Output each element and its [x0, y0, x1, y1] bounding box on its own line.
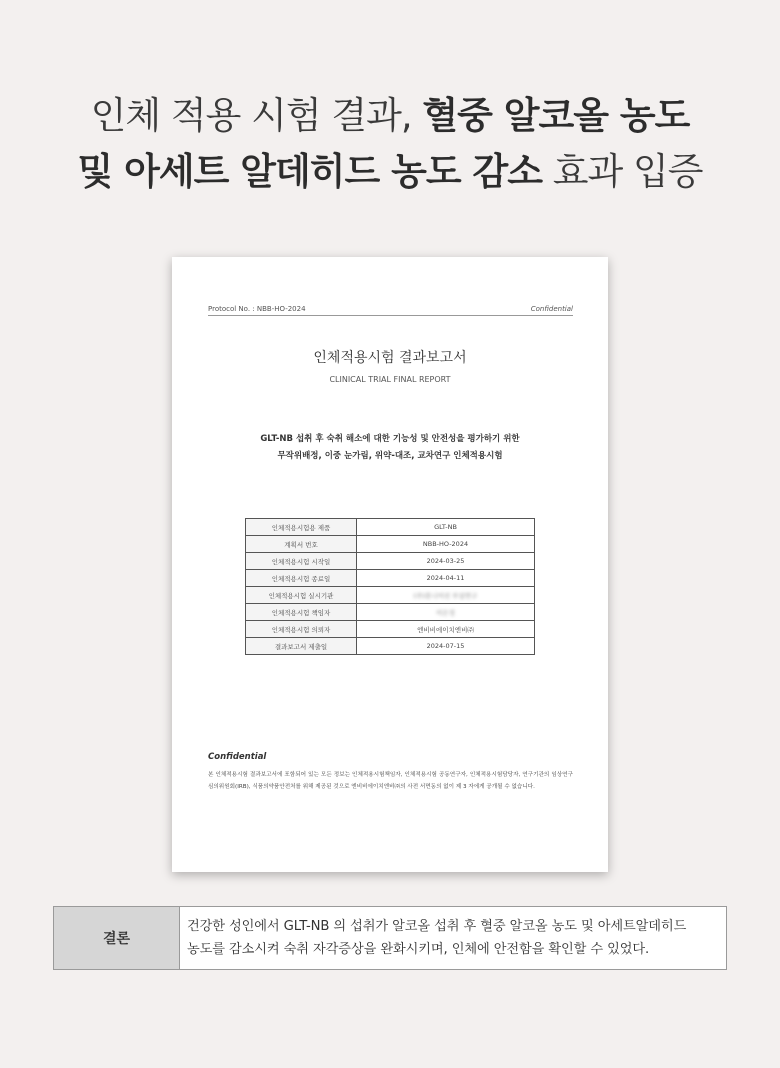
- headline-line-2-bold: 및 아세트 알데히드 농도 감소: [77, 150, 542, 193]
- study-title: [172, 431, 608, 465]
- table-label: 인체적용시험 의뢰자: [246, 621, 357, 638]
- headline-line-2: [0, 144, 780, 200]
- report-cover-page: [172, 257, 608, 872]
- confidential-heading: Confidential: [208, 752, 267, 762]
- conclusion-text: [180, 907, 726, 969]
- confidential-tag: Confidential: [530, 305, 573, 313]
- conclusion-line-1: 건강한 성인에서 GLT-NB 의 섭취가 알코올 섭취 후 혈중 알코올 농도 및 아세트알데히드: [187, 919, 687, 934]
- report-title-en: CLINICAL TRIAL FINAL REPORT: [329, 375, 451, 384]
- table-label: 인체적용시험용 제품: [246, 519, 357, 536]
- headline-line-1: [0, 88, 780, 144]
- table-label: 인체적용시험 시작일: [246, 553, 357, 570]
- conclusion-box: [53, 906, 727, 970]
- study-title-line-2: 무작위배정, 이중 눈가림, 위약-대조, 교차연구 인체적용시험: [277, 451, 503, 461]
- confidential-notice: 본 인체적용시험 결과보고서에 포함되어 있는 모든 정보는 인체적용시험책임자, 인체적용시험 공동연구자, 인체적용시험담당자, 연구기관의 임상연구심의위원회(IRB), 식품의약품안전처를 위해 제공된 것으로 엔비비에이치엔비㈜의 사전 서면동의 없이 제 3 자에게 공개될 수 없습니다.: [208, 772, 573, 790]
- headline-line-1-normal: 인체 적용 시험 결과,: [90, 94, 423, 137]
- headline: [0, 88, 780, 200]
- table-value: 2024-07-15: [357, 638, 535, 655]
- table-row: [246, 604, 535, 621]
- table-value: GLT-NB: [357, 519, 535, 536]
- conclusion-line-2: 농도를 감소시켜 숙취 자각증상을 완화시키며, 인체에 안전함을 확인할 수 있었다.: [187, 942, 650, 957]
- table-value: 엔비비에이치엔비㈜: [357, 621, 535, 638]
- protocol-header: [208, 305, 573, 316]
- table-value-redacted: [357, 587, 535, 604]
- table-row: [246, 519, 535, 536]
- table-row: [246, 570, 535, 587]
- redacted-value: 이은정: [436, 608, 455, 617]
- table-value-redacted: [357, 604, 535, 621]
- headline-line-2-normal: 효과 입증: [541, 150, 703, 193]
- table-value: 2024-03-25: [357, 553, 535, 570]
- conclusion-label: 결론: [54, 907, 180, 969]
- table-label: 결과보고서 제출일: [246, 638, 357, 655]
- table-label: 인체적용시험 종료일: [246, 570, 357, 587]
- table-value: 2024-04-11: [357, 570, 535, 587]
- table-row: [246, 587, 535, 604]
- report-title-ko: 인체적용시험 결과보고서: [313, 350, 467, 366]
- study-title-line-1: GLT-NB 섭취 후 숙취 해소에 대한 기능성 및 안전성을 평가하기 위한: [260, 434, 520, 444]
- table-row: [246, 621, 535, 638]
- table-row: [246, 536, 535, 553]
- table-row: [246, 638, 535, 655]
- table-label: 인체적용시험 책임자: [246, 604, 357, 621]
- study-info-table: [245, 518, 535, 655]
- table-label: 계획서 번호: [246, 536, 357, 553]
- table-row: [246, 553, 535, 570]
- redacted-value: (주)휴니어진 부설연구: [413, 591, 478, 600]
- headline-line-1-bold: 혈중 알코올 농도: [422, 94, 690, 137]
- protocol-number: Protocol No. : NBB-HO-2024: [208, 305, 306, 313]
- table-label: 인체적용시험 실시기관: [246, 587, 357, 604]
- table-value: NBB-HO-2024: [357, 536, 535, 553]
